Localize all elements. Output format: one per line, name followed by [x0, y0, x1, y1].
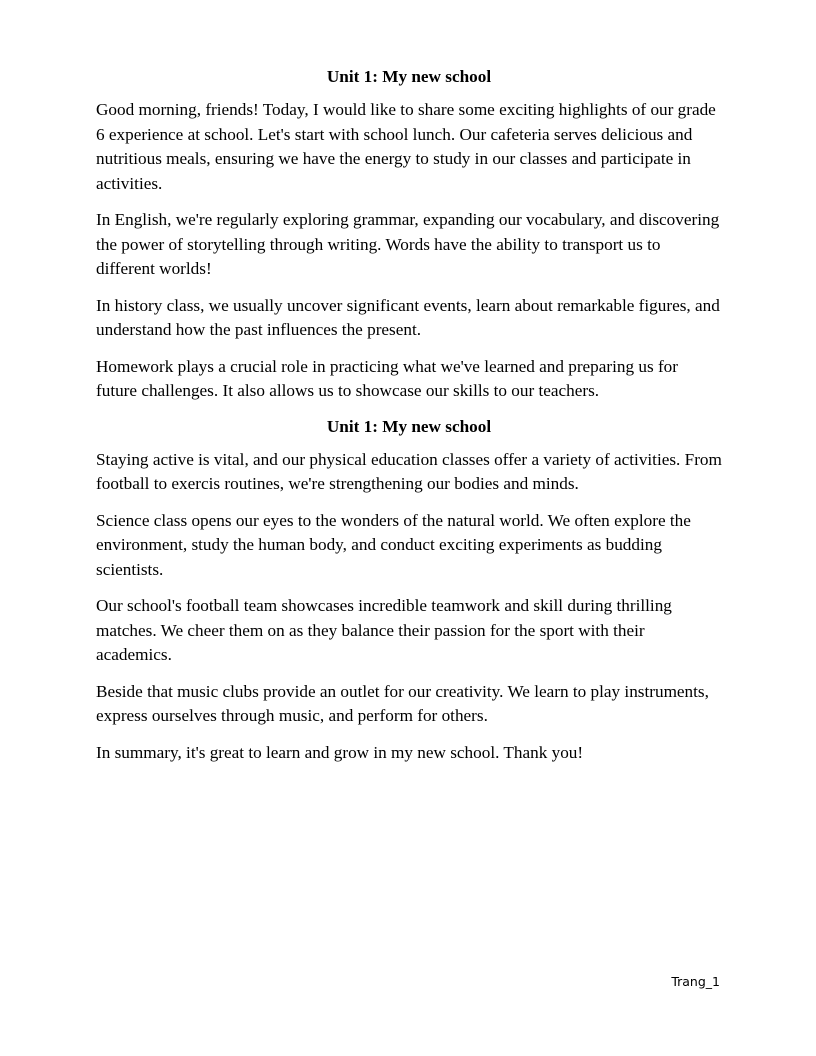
page-number-label: Trang_1 [671, 974, 720, 989]
section-heading: Unit 1: My new school [326, 67, 492, 86]
paragraph-music-clubs: Beside that music clubs provide an outlet for our creativity. We learn to play instruments, express ourselves through music, and perform for others. [96, 681, 709, 725]
paragraph-summary: In summary, it's great to learn and grow in my new school. Thank you! [96, 742, 584, 762]
paragraph-science: Science class opens our eyes to the wonders of the natural world. We often explore the environment, study the human body, and conduct exciting experiments as budding scientists. [96, 510, 691, 579]
document-body [96, 66, 722, 765]
paragraph-history: In history class, we usually uncover significant events, learn about remarkable figures, and understand how the past influences the present. [96, 295, 720, 339]
section-heading-repeat: Unit 1: My new school [326, 416, 492, 436]
paragraph-english: In English, we're regularly exploring grammar, expanding our vocabulary, and discovering the power of storytelling through writing. Words have the ability to transport us to different worlds! [96, 210, 720, 278]
paragraph-homework: Homework plays a crucial role in practicing what we've learned and preparing us for future challenges. It also allows us to showcase our skills to our teachers. [96, 356, 678, 400]
paragraph-physical-education: Staying active is vital, and our physical education classes offer a variety of activities. From football to exercis routines, we're strengthening our bodies and minds. [96, 449, 722, 493]
paragraph-intro: Good morning, friends! Today, I would like to share some exciting highlights of our grade 6 experience at school. Let's start with school lunch. Our cafeteria serves delicious and nutritious meals, ensuring we have the energy to study in our classes and participate in activities. [96, 100, 716, 193]
paragraph-football-team: Our school's football team showcases incredible teamwork and skill during thrilling matches. We cheer them on as they balance their passion for the sport with their academics. [96, 596, 672, 664]
